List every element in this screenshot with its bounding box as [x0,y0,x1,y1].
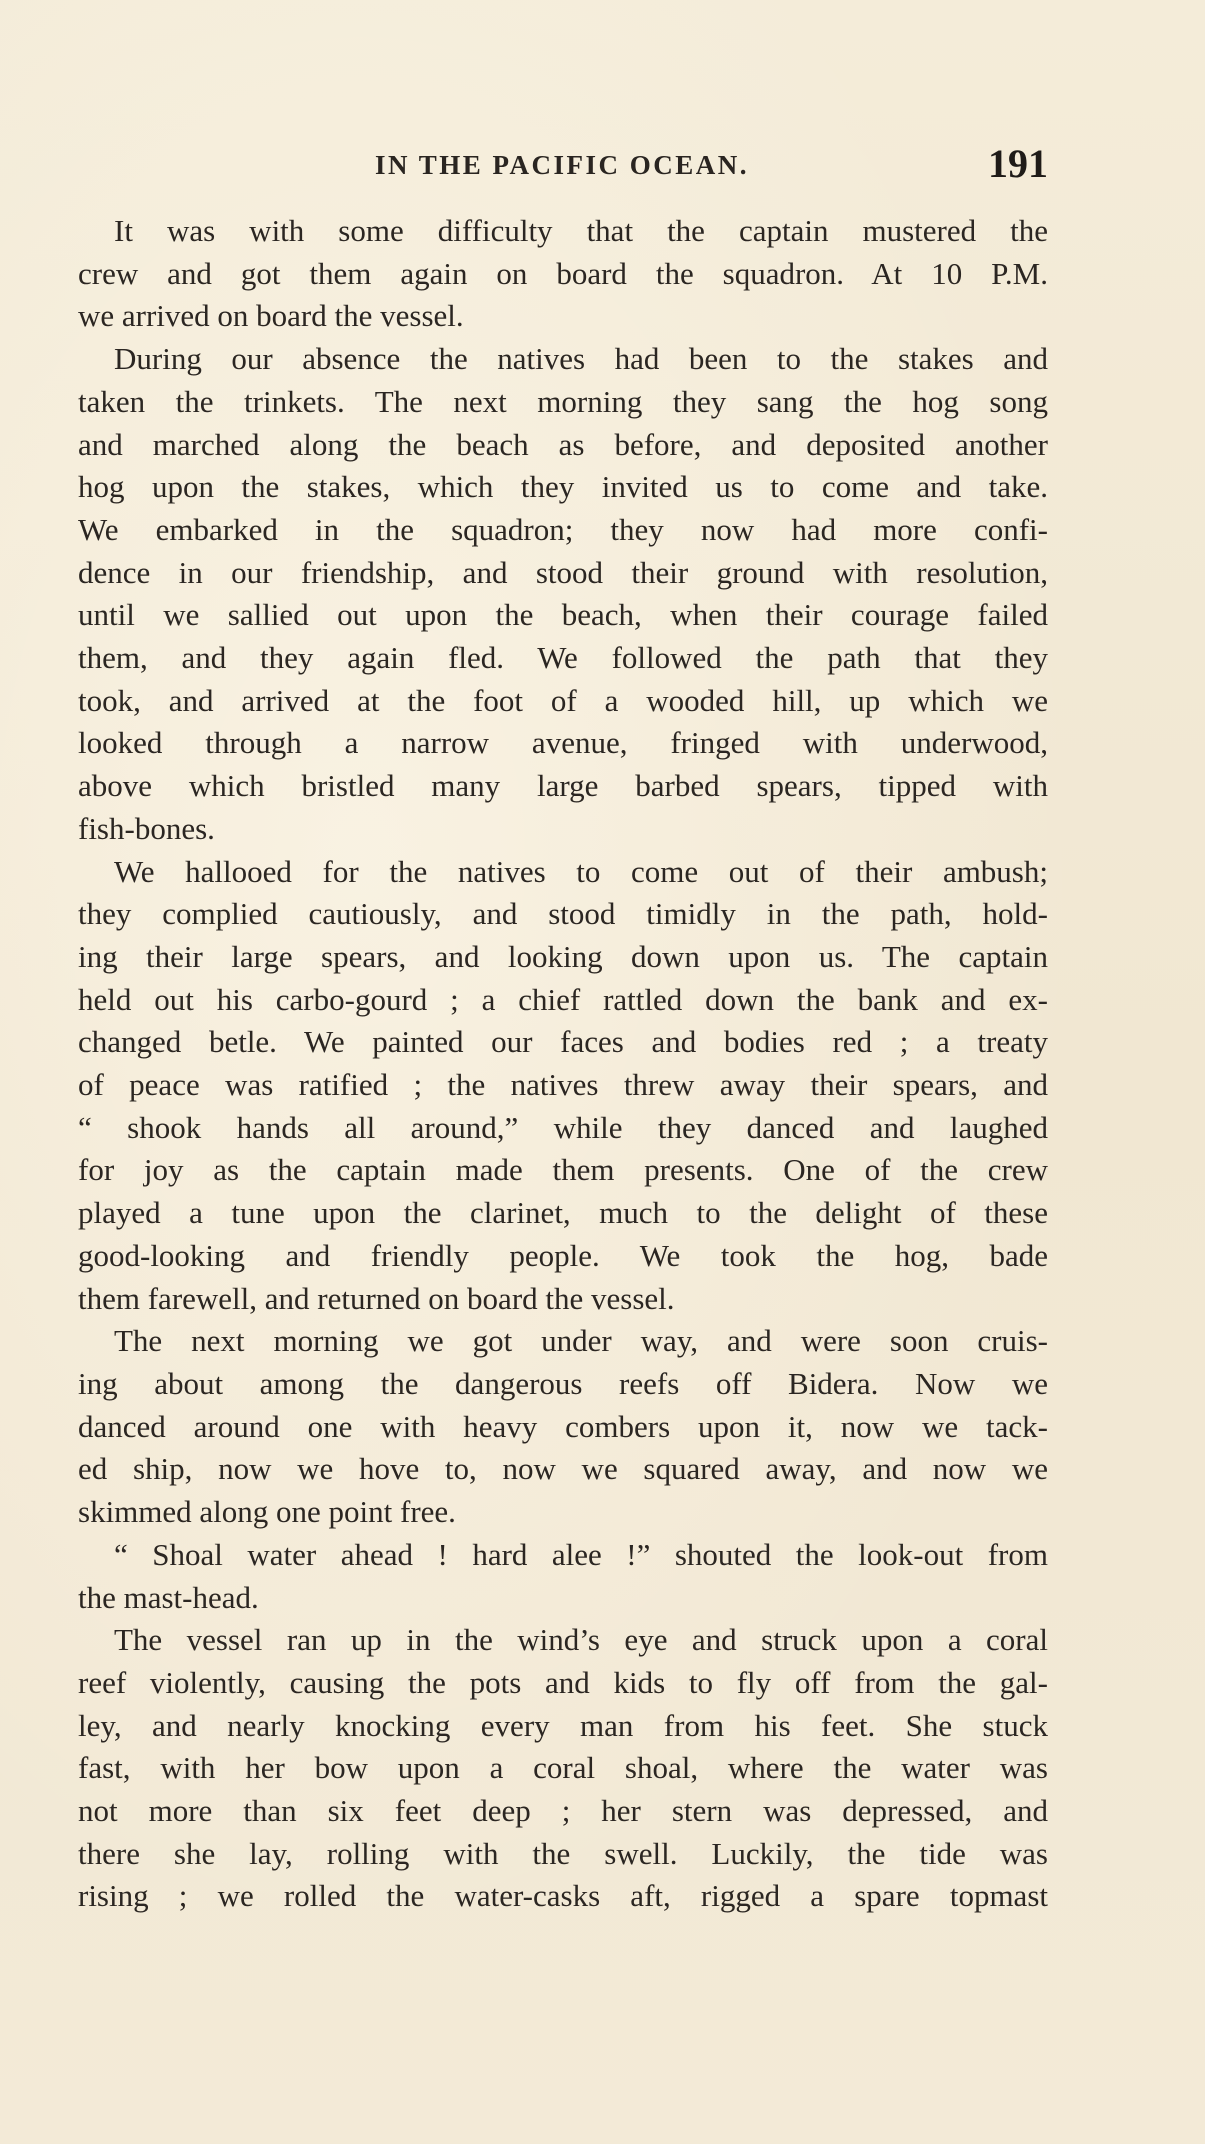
text-line: The vessel ran up in the wind’s eye and struck upon a coral [114,1622,1048,1658]
text-line: held out his carbo-gourd ; a chief rattled down the bank and ex- [78,981,1048,1017]
text-line-last: fish-bones. [78,810,215,846]
text-line: until we sallied out upon the beach, when their courage failed [78,597,1048,633]
text-line: played a tune upon the clarinet, much to the delight of these [78,1195,1048,1231]
text-line: there she lay, rolling with the swell. Luckily, the tide was [78,1835,1048,1871]
text-line: rising ; we rolled the water-casks aft, rigged a spare topmast [78,1878,1048,1914]
text-line: ley, and nearly knocking every man from his feet. She stuck [78,1707,1048,1743]
text-line: The next morning we got under way, and were soon cruis- [114,1323,1048,1359]
page-number: 191 [988,141,1048,186]
paragraph [78,210,1048,338]
paragraph [78,1534,1048,1619]
text-line: of peace was ratified ; the natives threw away their spears, and [78,1067,1048,1103]
text-line-last: skimmed along one point free. [78,1494,456,1530]
text-line: changed betle. We painted our faces and bodies red ; a treaty [78,1024,1048,1060]
text-line: reef violently, causing the pots and kids to fly off from the gal- [78,1664,1048,1700]
text-line: We embarked in the squadron; they now had more confi- [78,511,1048,547]
paragraph [78,1619,1048,1918]
text-line: “ shook hands all around,” while they danced and laughed [78,1109,1048,1145]
paragraph [78,851,1048,1321]
text-line: dence in our friendship, and stood their ground with resolution, [78,554,1048,590]
text-line: “ Shoal water ahead ! hard alee !” shouted the look-out from [114,1536,1048,1572]
text-line: not more than six feet deep ; her stern was depressed, and [78,1793,1048,1829]
body-text [78,210,1048,1918]
text-line: taken the trinkets. The next morning they sang the hog song [78,383,1048,419]
text-line: crew and got them again on board the squadron. At 10 P.M. [78,255,1048,291]
text-line: good-looking and friendly people. We took the hog, bade [78,1237,1048,1273]
text-line: and marched along the beach as before, and deposited another [78,426,1048,462]
text-line: took, and arrived at the foot of a wooded hill, up which we [78,682,1048,718]
running-title: IN THE PACIFIC OCEAN. [374,150,750,180]
text-line: hog upon the stakes, which they invited us to come and take. [78,469,1048,505]
text-line: for joy as the captain made them presents. One of the crew [78,1152,1048,1188]
text-line: looked through a narrow avenue, fringed with underwood, [78,725,1048,761]
text-line: them, and they again fled. We followed the path that they [78,640,1048,676]
text-line-last: them farewell, and returned on board the vessel. [78,1280,675,1316]
text-line: they complied cautiously, and stood timidly in the path, hold- [78,896,1048,932]
text-line: above which bristled many large barbed spears, tipped with [78,768,1048,804]
text-line: During our absence the natives had been to the stakes and [114,341,1048,377]
text-line: ed ship, now we hove to, now we squared away, and now we [78,1451,1048,1487]
text-line: ing about among the dangerous reefs off Bidera. Now we [78,1365,1048,1401]
running-head [76,140,1048,190]
text-line-last: we arrived on board the vessel. [78,298,464,334]
paragraph [78,338,1048,850]
text-line: fast, with her bow upon a coral shoal, where the water was [78,1750,1048,1786]
paragraph [78,1320,1048,1534]
text-line: danced around one with heavy combers upon it, now we tack- [78,1408,1048,1444]
text-line: It was with some difficulty that the captain mustered the [114,213,1048,248]
text-line-last: the mast-head. [78,1579,259,1615]
text-line: ing their large spears, and looking down upon us. The captain [78,938,1048,974]
text-line: We hallooed for the natives to come out of their ambush; [114,853,1048,889]
